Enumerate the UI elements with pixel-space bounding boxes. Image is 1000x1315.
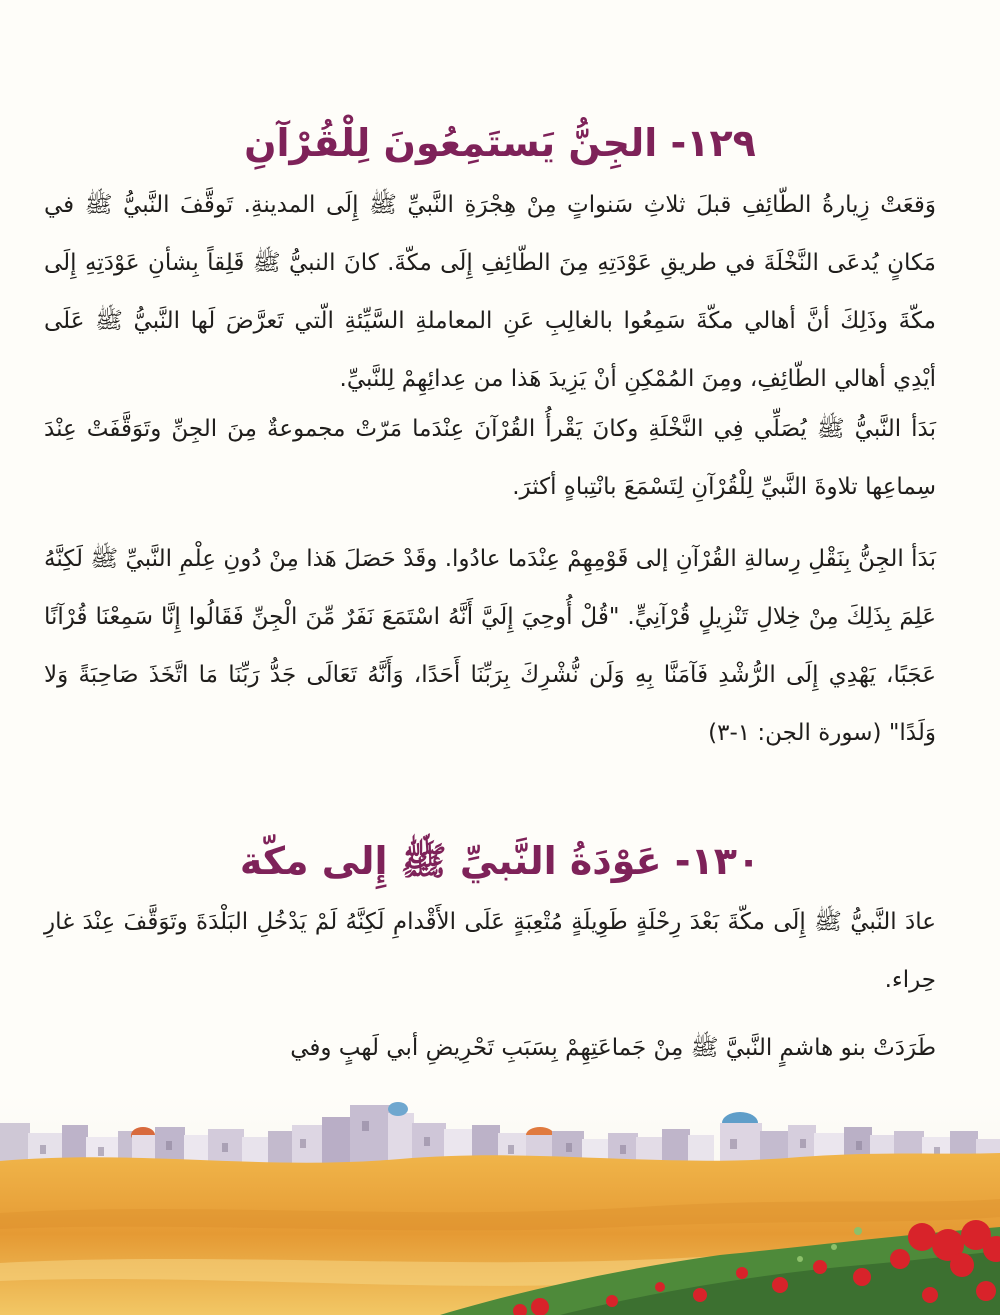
paragraph-taif-visit: وَقعَتْ زِيارةُ الطّائِفِ قبلَ ثلاثِ سَنواتٍ مِنْ هِجْرَةِ النَّبيِّ ﷺ إِلَى المدينةِ. تَوقَّفَ النَّبيُّ ﷺ في مَكانٍ يُدعَى النَّخْلَةَ في طريقِ عَوْدَتِهِ مِنَ الطّائِفِ إِلَى مكّةَ. كانَ النبيُّ ﷺ قَلِقاً بِشأنِ عَوْدَتِهِ إِلَى مكّةَ وذَلِكَ أنَّ أهالي مكّةَ سَمِعُوا بالغالِبِ عَنِ المعاملةِ السَّيِّئةِ الّتي تَعرَّضَ لَها النَّبيُّ ﷺ عَلَى أيْدِي أهالي الطّائِفِ، ومِنَ المُمْكِنِ أنْ يَزِيدَ هَذا من عِدائِهِمْ لِلنَّبيِّ. — [44, 192, 936, 392]
paragraph-jinn-message: بَدَأ الجِنُّ بِنَقْلِ رِسالةِ القُرْآنِ إلى قَوْمِهِمْ عِنْدَما عادُوا. وقَدْ حَصَلَ هَذا مِنْ دُونِ عِلْمِ النَّبيِّ ﷺ لَكِنَّهُ عَلِمَ بِذَلِكَ مِنْ خِلالِ تَنْزِيلٍ قُرْآنِيٍّ. "قُلْ أُوحِيَ إِلَيَّ أَنَّهُ اسْتَمَعَ نَفَرٌ مِّنَ الْجِنِّ فَقَالُوا إِنَّا سَمِعْنَا قُرْآنًا عَجَبًا، يَهْدِي إِلَى الرُّشْدِ فَآمَنَّا بِهِ وَلَن نُّشْرِكَ بِرَبِّنَا أَحَدًا، وَأَنَّهُ تَعَالَى جَدُّ رَبِّنَا مَا اتَّخَذَ صَاحِبَةً وَلا وَلَدًا" (سورة الجن: ١-٣) — [44, 546, 936, 746]
paragraph-return-makkah: عادَ النَّبيُّ ﷺ إِلَى مكّةَ بَعْدَ رِحْلَةٍ طَوِيلَةٍ مُتْعِبَةٍ عَلَى الأَقْدامِ لَكِنَّهُ لَمْ يَدْخُلِ البَلْدَةَ وتَوَقَّفَ عِنْدَ غارِ حِراء. — [44, 909, 936, 993]
desert-town-illustration — [0, 1095, 1000, 1315]
section-heading-129: ١٢٩- الجِنُّ يَستَمِعُونَ لِلْقُرْآنِ — [244, 121, 756, 166]
paragraph-prayer-nakhla: بَدَأ النَّبيُّ ﷺ يُصَلِّي فِي النَّخْلَةِ وكانَ يَقْرأُ القُرْآنَ عِنْدَما مَرّتْ مجموعةٌ مِنَ الجِنِّ وتَوَقَّفَتْ عِنْدَ سِماعِها تلاوةَ النَّبيِّ لِلْقُرْآنِ لِتَسْمَعَ بانْتِباهٍ أكثرَ. — [44, 416, 936, 500]
paragraph-banu-hashim: طَرَدَتْ بنو هاشمٍ النَّبيَّ ﷺ مِنْ جَماعَتِهِمْ بِسَبَبِ تَحْرِيضِ أبي لَهبٍ وفي — [290, 1035, 936, 1061]
section-heading-130: ١٣٠- عَوْدَةُ النَّبيِّ ﷺ إِلى مكّة — [239, 839, 761, 884]
